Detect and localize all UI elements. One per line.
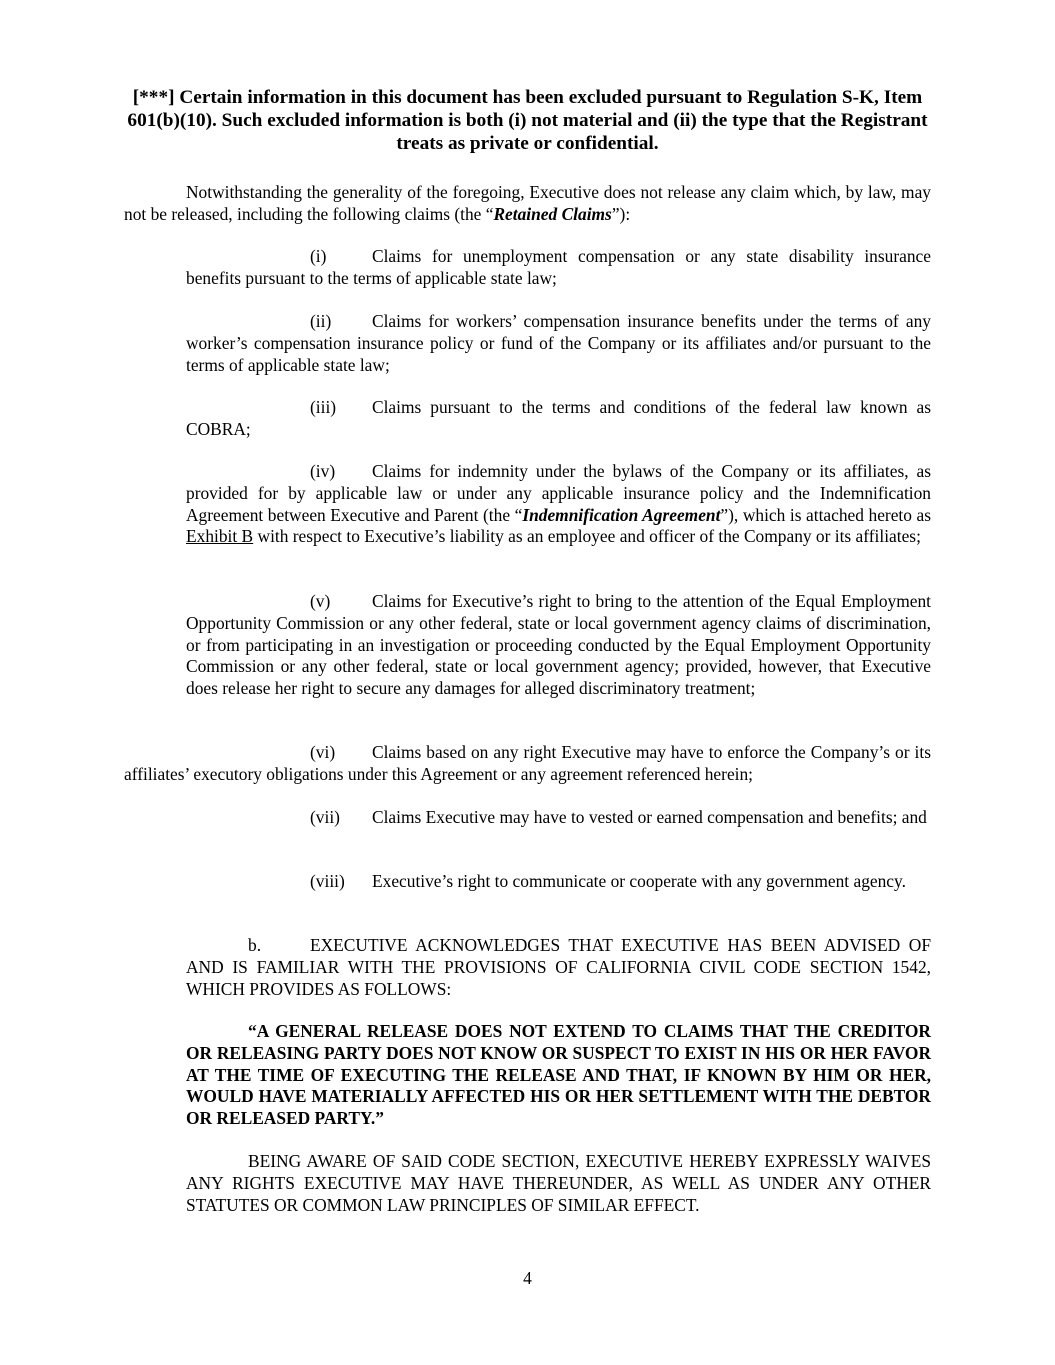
claim-text: Claims pursuant to the terms and conditions of the federal law known as COBRA;: [186, 397, 931, 439]
intro-text-before: Notwithstanding the generality of the foregoing, Executive does not release any claim which, by law, may not be released, including the following claims (the “: [124, 182, 931, 224]
claim-item-i: [186, 246, 931, 290]
claim-text: Claims Executive may have to vested or earned compensation and benefits; and: [372, 807, 927, 827]
claim-number: (iii): [310, 397, 337, 417]
claim-text: Claims for unemployment compensation or any state disability insurance benefits pursuant to the terms of applicable state law;: [186, 246, 931, 288]
civil-code-1542-quote: “A GENERAL RELEASE DOES NOT EXTEND TO CLAIMS THAT THE CREDITOR OR RELEASING PARTY DOES NOT KNOW OR SUSPECT TO EXIST IN HIS OR HER FAVOR AT THE TIME OF EXECUTING THE RELEASE AND THAT, IF KNOWN BY HIM OR HER, WOULD HAVE MATERIALLY AFFECTED HIS OR HER SETTLEMENT WITH THE DEBTOR OR RELEASED PARTY.”: [186, 1021, 931, 1129]
claim-text: Claims for Executive’s right to bring to the attention of the Equal Employment Opportunity Commission or any other federal, state or local government agency claims of discrimination, or from participating in an investigation or proceeding conducted by the Equal Employment Opportunity Commission or any other federal, state or local government agency; provided, however, that Executive does release her right to secure any damages for alleged discriminatory treatment;: [186, 591, 931, 699]
claim-number: (vii): [310, 807, 340, 827]
claim-text-mid: ”), which is attached hereto as: [720, 504, 931, 525]
claim-item-viii: [186, 871, 931, 893]
claim-item-vi: [124, 742, 931, 786]
section-letter: b.: [248, 935, 262, 955]
claim-number: (iv): [310, 461, 336, 481]
exhibit-b-reference: Exhibit B: [186, 526, 254, 547]
claim-number: (i): [310, 246, 327, 266]
waiver-paragraph: BEING AWARE OF SAID CODE SECTION, EXECUTIVE HEREBY EXPRESSLY WAIVES ANY RIGHTS EXECUTIVE MAY HAVE THEREUNDER, AS WELL AS UNDER ANY OTHER STATUTES OR COMMON LAW PRINCIPLES OF SIMILAR EFFECT.: [186, 1151, 931, 1215]
confidentiality-notice: [***] Certain information in this document has been excluded pursuant to Regulation S-K, Item 601(b)(10). Such excluded information is both (i) not material and (ii) the type that the Registrant treats as private or confidential.: [127, 87, 928, 154]
claim-item-iv: [186, 461, 931, 548]
claim-text-after: with respect to Executive’s liability as an employee and officer of the Company or its affiliates;: [253, 526, 921, 547]
indemnification-agreement-term: Indemnification Agreement: [522, 504, 721, 525]
claim-item-iii: [186, 397, 931, 441]
claim-number: (ii): [310, 311, 332, 331]
claim-number: (vi): [310, 742, 336, 762]
claim-item-ii: [186, 311, 931, 376]
claim-item-v: [186, 591, 931, 700]
claim-text: Executive’s right to communicate or cooperate with any government agency.: [372, 871, 906, 891]
claim-number: (v): [310, 591, 331, 611]
claim-item-vii: [186, 807, 931, 829]
retained-claims-intro: [124, 182, 931, 226]
claim-text: Claims for workers’ compensation insurance benefits under the terms of any worker’s compensation insurance policy or fund of the Company or its affiliates and/or pursuant to the terms of applicable state law;: [186, 311, 931, 375]
claim-text-before: Claims for indemnity under the bylaws of the Company or its affiliates, as provided for by applicable law or under any applicable insurance policy and the Indemnification Agreement between Executive and Parent (the “: [186, 461, 931, 525]
intro-text-after: ”):: [611, 203, 631, 224]
page-number: 4: [523, 1268, 532, 1288]
claim-number: (viii): [310, 871, 345, 891]
section-b-text: EXECUTIVE ACKNOWLEDGES THAT EXECUTIVE HAS BEEN ADVISED OF AND IS FAMILIAR WITH THE PROVISIONS OF CALIFORNIA CIVIL CODE SECTION 1542, WHICH PROVIDES AS FOLLOWS:: [186, 935, 931, 999]
retained-claims-term: Retained Claims: [493, 203, 612, 224]
claim-text: Claims based on any right Executive may have to enforce the Company’s or its affiliates’ executory obligations under this Agreement or any agreement referenced herein;: [124, 742, 931, 784]
section-b-paragraph: [186, 935, 931, 1000]
